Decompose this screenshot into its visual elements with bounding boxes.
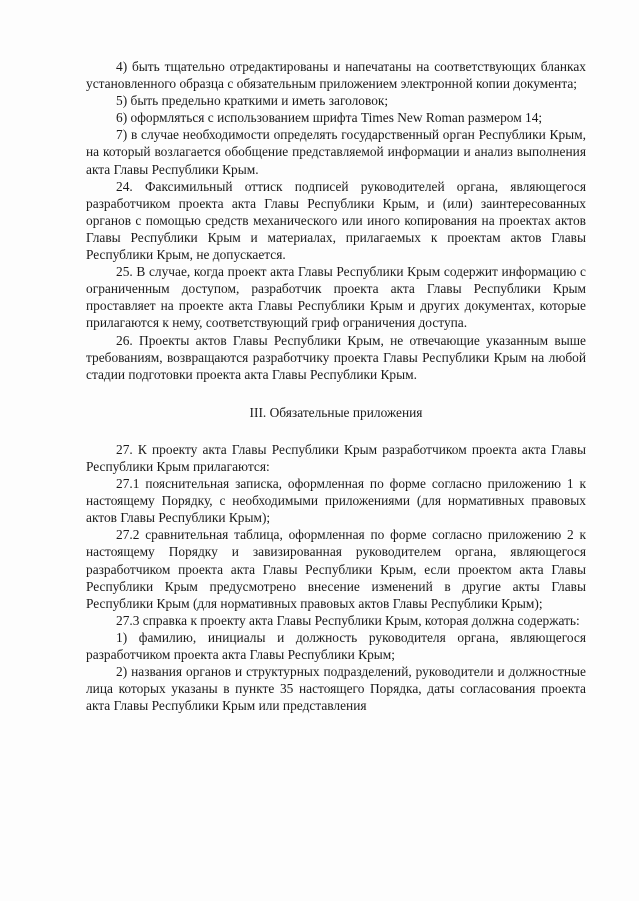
document-body <box>86 58 586 714</box>
section-heading: III. Обязательные приложения <box>249 404 423 420</box>
paragraph-27-2: 27.2 сравнительная таблица, оформленная по форме согласно приложению 2 к настоящему Порядку и завизированная руководителем органа, являющегося разработчиком проекта акта Главы Республики Крым, если проектом акта Главы Республики Крым предусмотрено внесение изменений в другие акты Главы Республики Крым (для нормативных правовых актов Главы Республики Крым); <box>86 527 586 611</box>
paragraph-25: 25. В случае, когда проект акта Главы Республики Крым содержит информацию с ограниченным доступом, разработчик проекта акта Главы Республики Крым проставляет на проекте акта Главы Республики Крым и других документах, которые прилагаются к нему, соответствующий гриф ограничения доступа. <box>86 264 586 331</box>
paragraph-26: 26. Проекты актов Главы Республики Крым, не отвечающие указанным выше требованиям, возвращаются разработчику проекта Главы Республики Крым на любой стадии подготовки проекта акта Главы Республики Крым. <box>86 332 586 382</box>
item-7: 7) в случае необходимости определять государственный орган Республики Крым, на который возлагается обобщение представляемой информации и анализ выполнения акта Главы Республики Крым. <box>86 127 586 177</box>
subitem-1: 1) фамилию, инициалы и должность руководителя органа, являющегося разработчиком проекта акта Главы Республики Крым; <box>86 629 586 662</box>
item-4: 4) быть тщательно отредактированы и напечатаны на соответствующих бланках установленного образца с обязательным приложением электронной копии документа; <box>86 59 586 92</box>
subitem-2: 2) названия органов и структурных подразделений, руководители и должностные лица которых указаны в пункте 35 настоящего Порядка, даты согласования проекта акта Главы Республики Крым или представления <box>86 664 586 714</box>
paragraph-27: 27. К проекту акта Главы Республики Крым разработчиком проекта акта Главы Республики Крым прилагаются: <box>86 441 586 474</box>
paragraph-27-1: 27.1 пояснительная записка, оформленная по форме согласно приложению 1 к настоящему Порядку, с необходимыми приложениями (для нормативных правовых актов Главы Республики Крым); <box>86 476 586 526</box>
item-5: 5) быть предельно краткими и иметь заголовок; <box>116 93 389 109</box>
item-6: 6) оформляться с использованием шрифта Times New Roman размером 14; <box>116 110 543 126</box>
paragraph-24: 24. Факсимильный оттиск подписей руководителей органа, являющегося разработчиком проекта акта Главы Республики Крым, и (или) заинтересованных органов с помощью средств механического или иного копирования на проектах актов Главы Республики Крым и материалах, прилагаемых к проектам актов Главы Республики Крым, не допускается. <box>86 178 586 263</box>
paragraph-27-3: 27.3 справка к проекту акта Главы Республики Крым, которая должна содержать: <box>116 612 580 628</box>
